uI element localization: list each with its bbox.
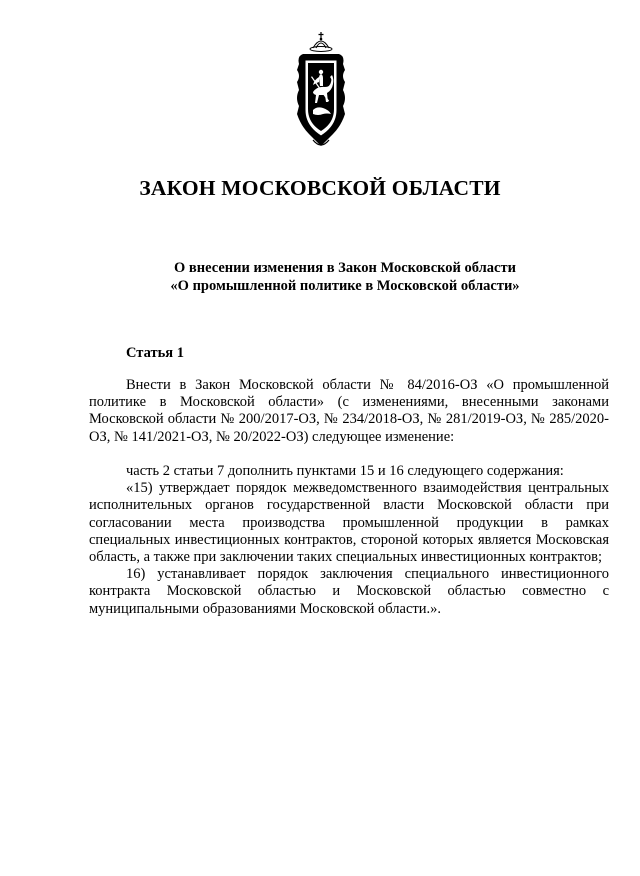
paragraph-part: часть 2 статьи 7 дополнить пунктами 15 и 16 следующего содержания: — [126, 463, 564, 479]
article-heading: Статья 1 — [126, 345, 184, 361]
subtitle-line-2: «О промышленной политике в Московской области» — [170, 278, 520, 294]
paragraph-item-16: 16) устанавливает порядок заключения специального инвестиционного контракта Московской областью и Московской областью совместно с муниципальными образованиями Московской области.». — [89, 566, 609, 617]
document-title: ЗАКОН МОСКОВСКОЙ ОБЛАСТИ — [139, 176, 501, 200]
amendment-body — [89, 463, 609, 618]
article-body — [89, 377, 609, 446]
subtitle-line-1: О внесении изменения в Закон Московской области — [174, 260, 516, 276]
moscow-oblast-coat-of-arms-icon — [283, 30, 359, 150]
paragraph-item-15: «15) утверждает порядок межведомственного взаимодействия центральных исполнительных органов государственной власти Московской области при согласовании места производства промышленной продукции в рамках специальных инвестиционных контрактов, стороной которых является Московская область, а также при заключении таких специальных инвестиционных контрактов; — [89, 480, 609, 566]
paragraph-intro: Внести в Закон Московской области № 84/2016-ОЗ «О промышленной политике в Московской области» (с изменениями, внесенными законами Московской области № 200/2017-ОЗ, № 234/2018-ОЗ, № 281/2019-ОЗ, № 285/2020-ОЗ, № 141/2021-ОЗ, № 20/2022-ОЗ) следующее изменение: — [89, 377, 609, 445]
document-subtitle — [0, 259, 640, 295]
